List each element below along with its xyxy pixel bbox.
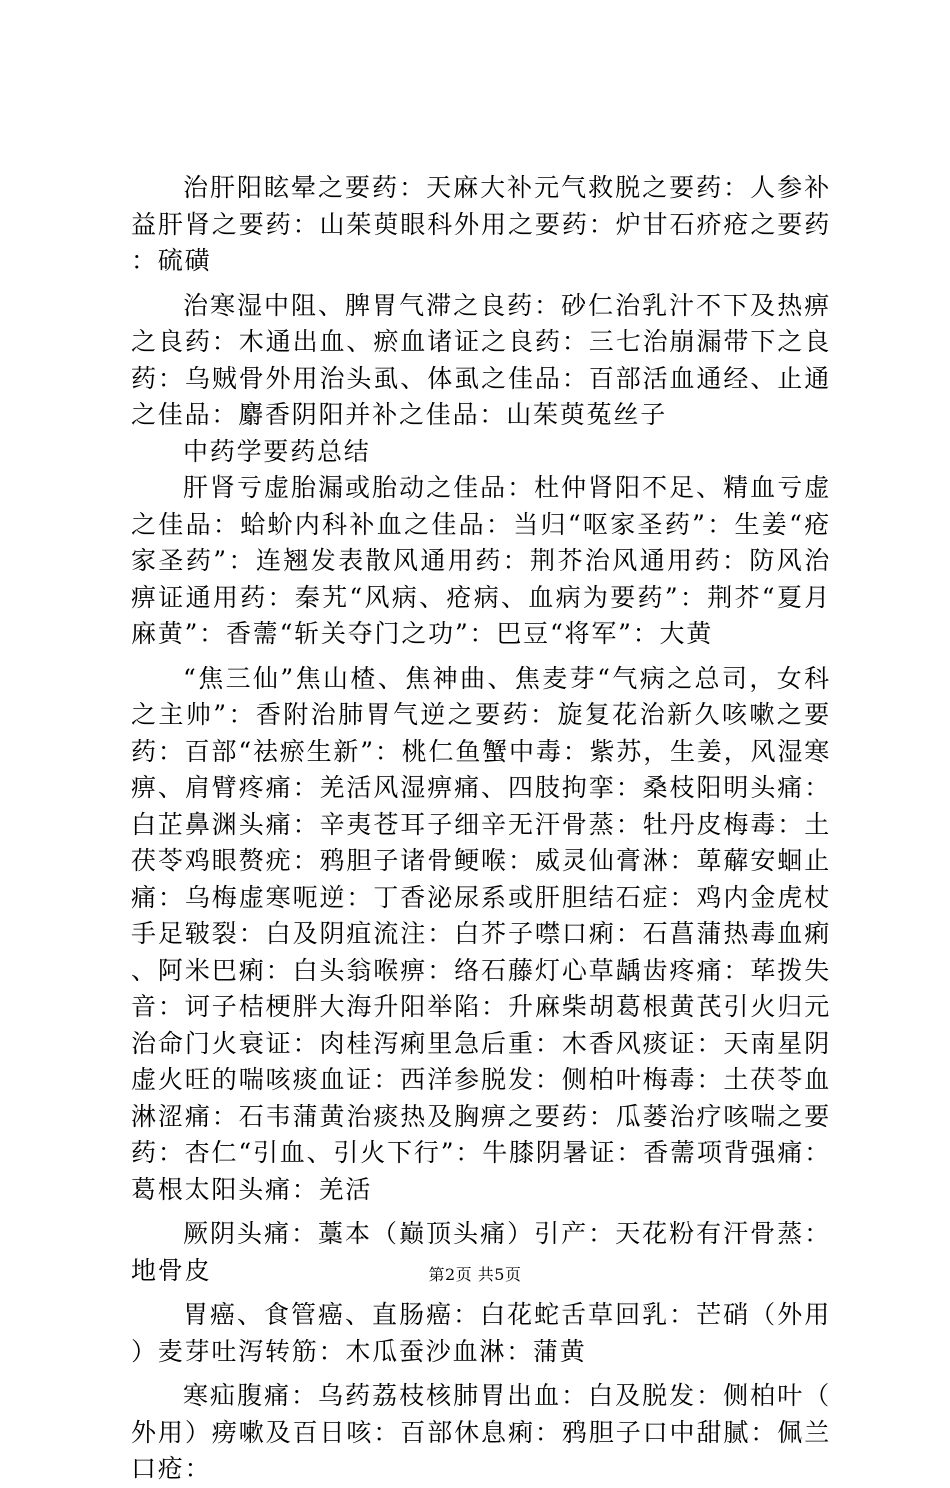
paragraph-indications: “焦三仙”焦山楂、焦神曲、焦麦芽“气病之总司，女科之主帅”：香附治肺胃气逆之要药：旋复花治新久咳嗽之要药：百部“祛瘀生新”：桃仁鱼蟹中毒：紫苏，生姜，风湿寒痹、肩臂疼痛：羌活风湿痹痛、四肢拘挛：桑枝阳明头痛：白芷鼻渊头痛：辛夷苍耳子细辛无汗骨蒸：牡丹皮梅毒：土茯苓鸡眼赘疣：鸦胆子诸骨鲠喉：威灵仙膏淋：萆薢安蛔止痛：乌梅虚寒呃逆：丁香泌尿系或肝胆结石症：鸡内金虎杖手足皲裂：白及阴疽流注：白芥子噤口痢：石菖蒲热毒血痢、阿米巴痢：白头翁喉痹：络石藤灯心草龋齿疼痛：荜拨失音：诃子桔梗胖大海升阳举陷：升麻柴胡葛根黄芪引火归元治命门火衰证：肉桂泻痢里急后重：木香风痰证：天南星阴虚火旺的喘咳痰血证：西洋参脱发：侧柏叶梅毒：土茯苓血淋涩痛：石韦蒲黄治痰热及胸痹之要药：瓜蒌治疗咳喘之要药：杏仁“引血、引火下行”：牛膝阴暑证：香薷项背强痛：葛根太阳头痛：羌活	[131, 663, 831, 1204]
paragraph-cancer: 胃癌、食管癌、直肠癌：白花蛇舌草回乳：芒硝（外用）麦芽吐泻转筋：木瓜蚕沙血淋：蒲黄	[131, 1300, 831, 1366]
page-number-footer: 第2页 共5页	[428, 1265, 522, 1284]
section-heading: 中药学要药总结	[183, 436, 371, 466]
paragraph-cold-hernia: 寒疝腹痛：乌药荔枝核肺胃出血：白及脱发：侧柏叶（外用）痨嗽及百日咳：百部休息痢：鸦胆子口中甜腻：佩兰口疮：	[131, 1381, 831, 1483]
document-body	[131, 170, 831, 1488]
paragraph-fine-herbs: 肝肾亏虚胎漏或胎动之佳品：杜仲肾阳不足、精血亏虚之佳品：蛤蚧内科补血之佳品：当归“呕家圣药”：生姜“疮家圣药”：连翘发表散风通用药：荆芥治风通用药：防风治痹证通用药：秦艽“风病、疮病、血病为要药”：荆芥“夏月麻黄”：香薷“斩关夺门之功”：巴豆“将军”：大黄	[131, 473, 831, 648]
paragraph-jueyin-headache: 厥阴头痛：藁本（巅顶头痛）引产：天花粉有汗骨蒸：地骨皮	[131, 1219, 831, 1285]
paragraph-good-herbs: 治寒湿中阻、脾胃气滞之良药：砂仁治乳汁不下及热痹之良药：木通出血、瘀血诸证之良药：三七治崩漏带下之良药：乌贼骨外用治头虱、体虱之佳品：百部活血通经、止通之佳品：麝香阴阳并补之佳品：山茱萸菟丝子	[131, 290, 831, 429]
paragraph-key-herbs-1: 治肝阳眩晕之要药：天麻大补元气救脱之要药：人参补益肝肾之要药：山茱萸眼科外用之要药：炉甘石疥疮之要药：硫磺	[131, 173, 831, 275]
